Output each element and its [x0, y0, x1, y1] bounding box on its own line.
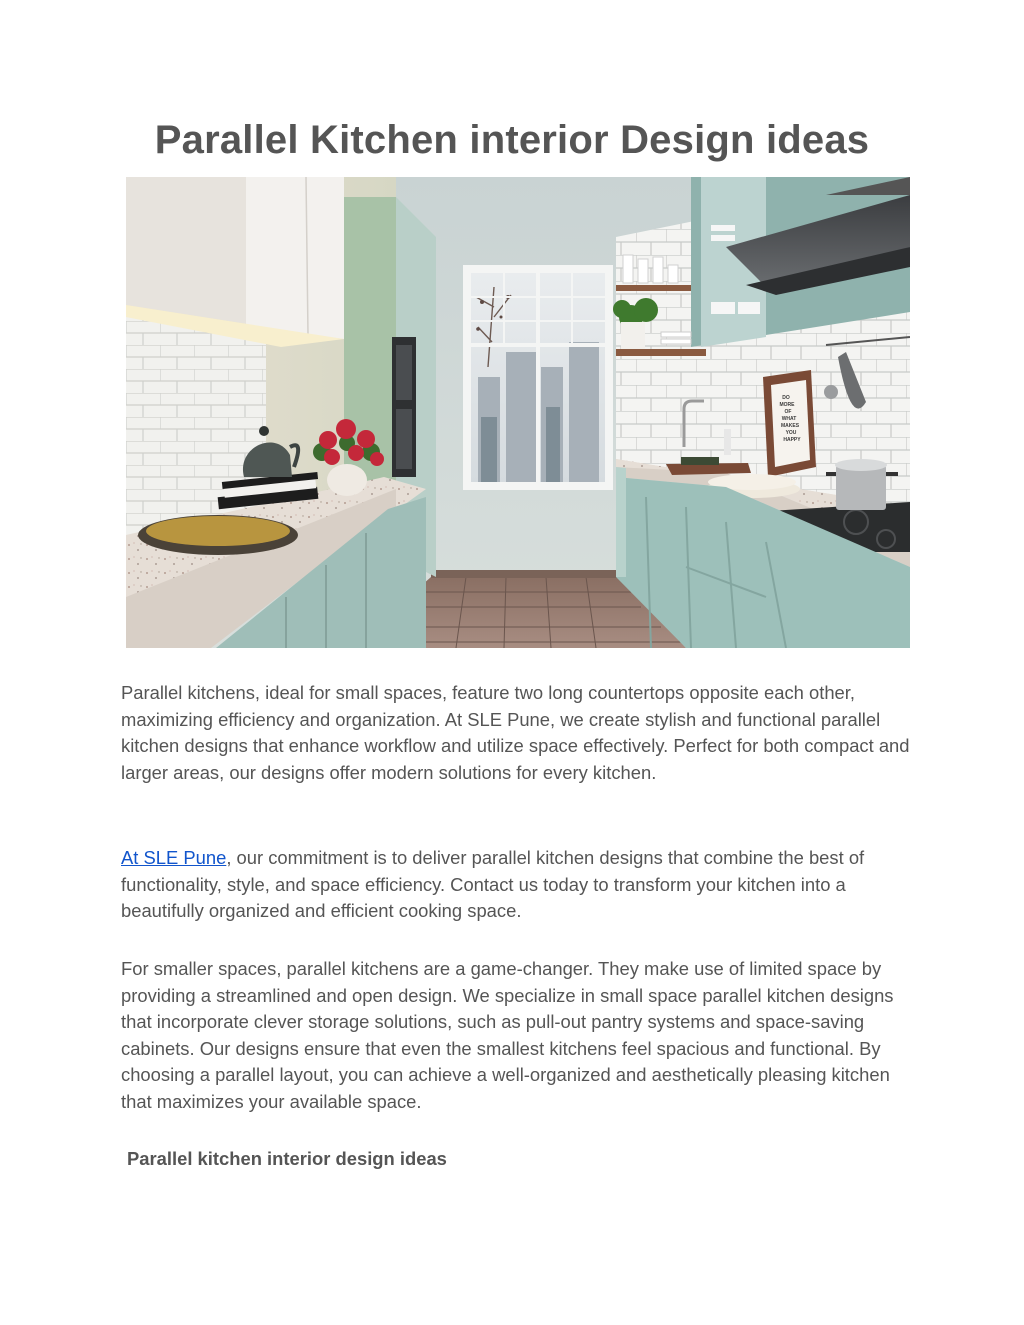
- svg-text:MORE: MORE: [779, 402, 795, 408]
- svg-text:MAKES: MAKES: [780, 423, 800, 429]
- commitment-paragraph: [121, 845, 911, 925]
- small-spaces-paragraph: For smaller spaces, parallel kitchens are a game-changer. They make use of limited space by providing a streamlined and open design. We specialize in small space parallel kitchen designs that incorporate clever storage solutions, such as pull-out pantry systems and space-saving cabinets. Our designs ensure that even the smallest kitchens feel spacious and functional. By choosing a parallel layout, you can achieve a well-organized and aesthetically pleasing kitchen that maximizes your available space.: [121, 958, 894, 1112]
- page-title: Parallel Kitchen interior Design ideas: [154, 118, 870, 162]
- svg-text:WHAT: WHAT: [781, 416, 797, 422]
- commitment-text: , our commitment is to deliver parallel kitchen designs that combine the best of functionality, style, and space efficiency. Contact us today to transform your kitchen into a beautifully organized and efficient cooking space.: [121, 847, 865, 922]
- sle-pune-link[interactable]: At SLE Pune: [121, 847, 227, 868]
- kitchen-hero-image: [126, 177, 910, 648]
- svg-text:YOU: YOU: [785, 430, 797, 436]
- intro-paragraph: Parallel kitchens, ideal for small spaces, feature two long countertops opposite each other, maximizing efficiency and organization. At SLE Pune, we create stylish and functional parallel kitchen designs that enhance workflow and utilize space effectively. Perfect for both compact and larger areas, our designs offer modern solutions for every kitchen.: [121, 682, 910, 783]
- svg-text:HAPPY: HAPPY: [783, 437, 801, 443]
- svg-text:OF: OF: [784, 409, 792, 415]
- svg-text:DO: DO: [782, 395, 790, 401]
- section-subheading: Parallel kitchen interior design ideas: [127, 1148, 447, 1169]
